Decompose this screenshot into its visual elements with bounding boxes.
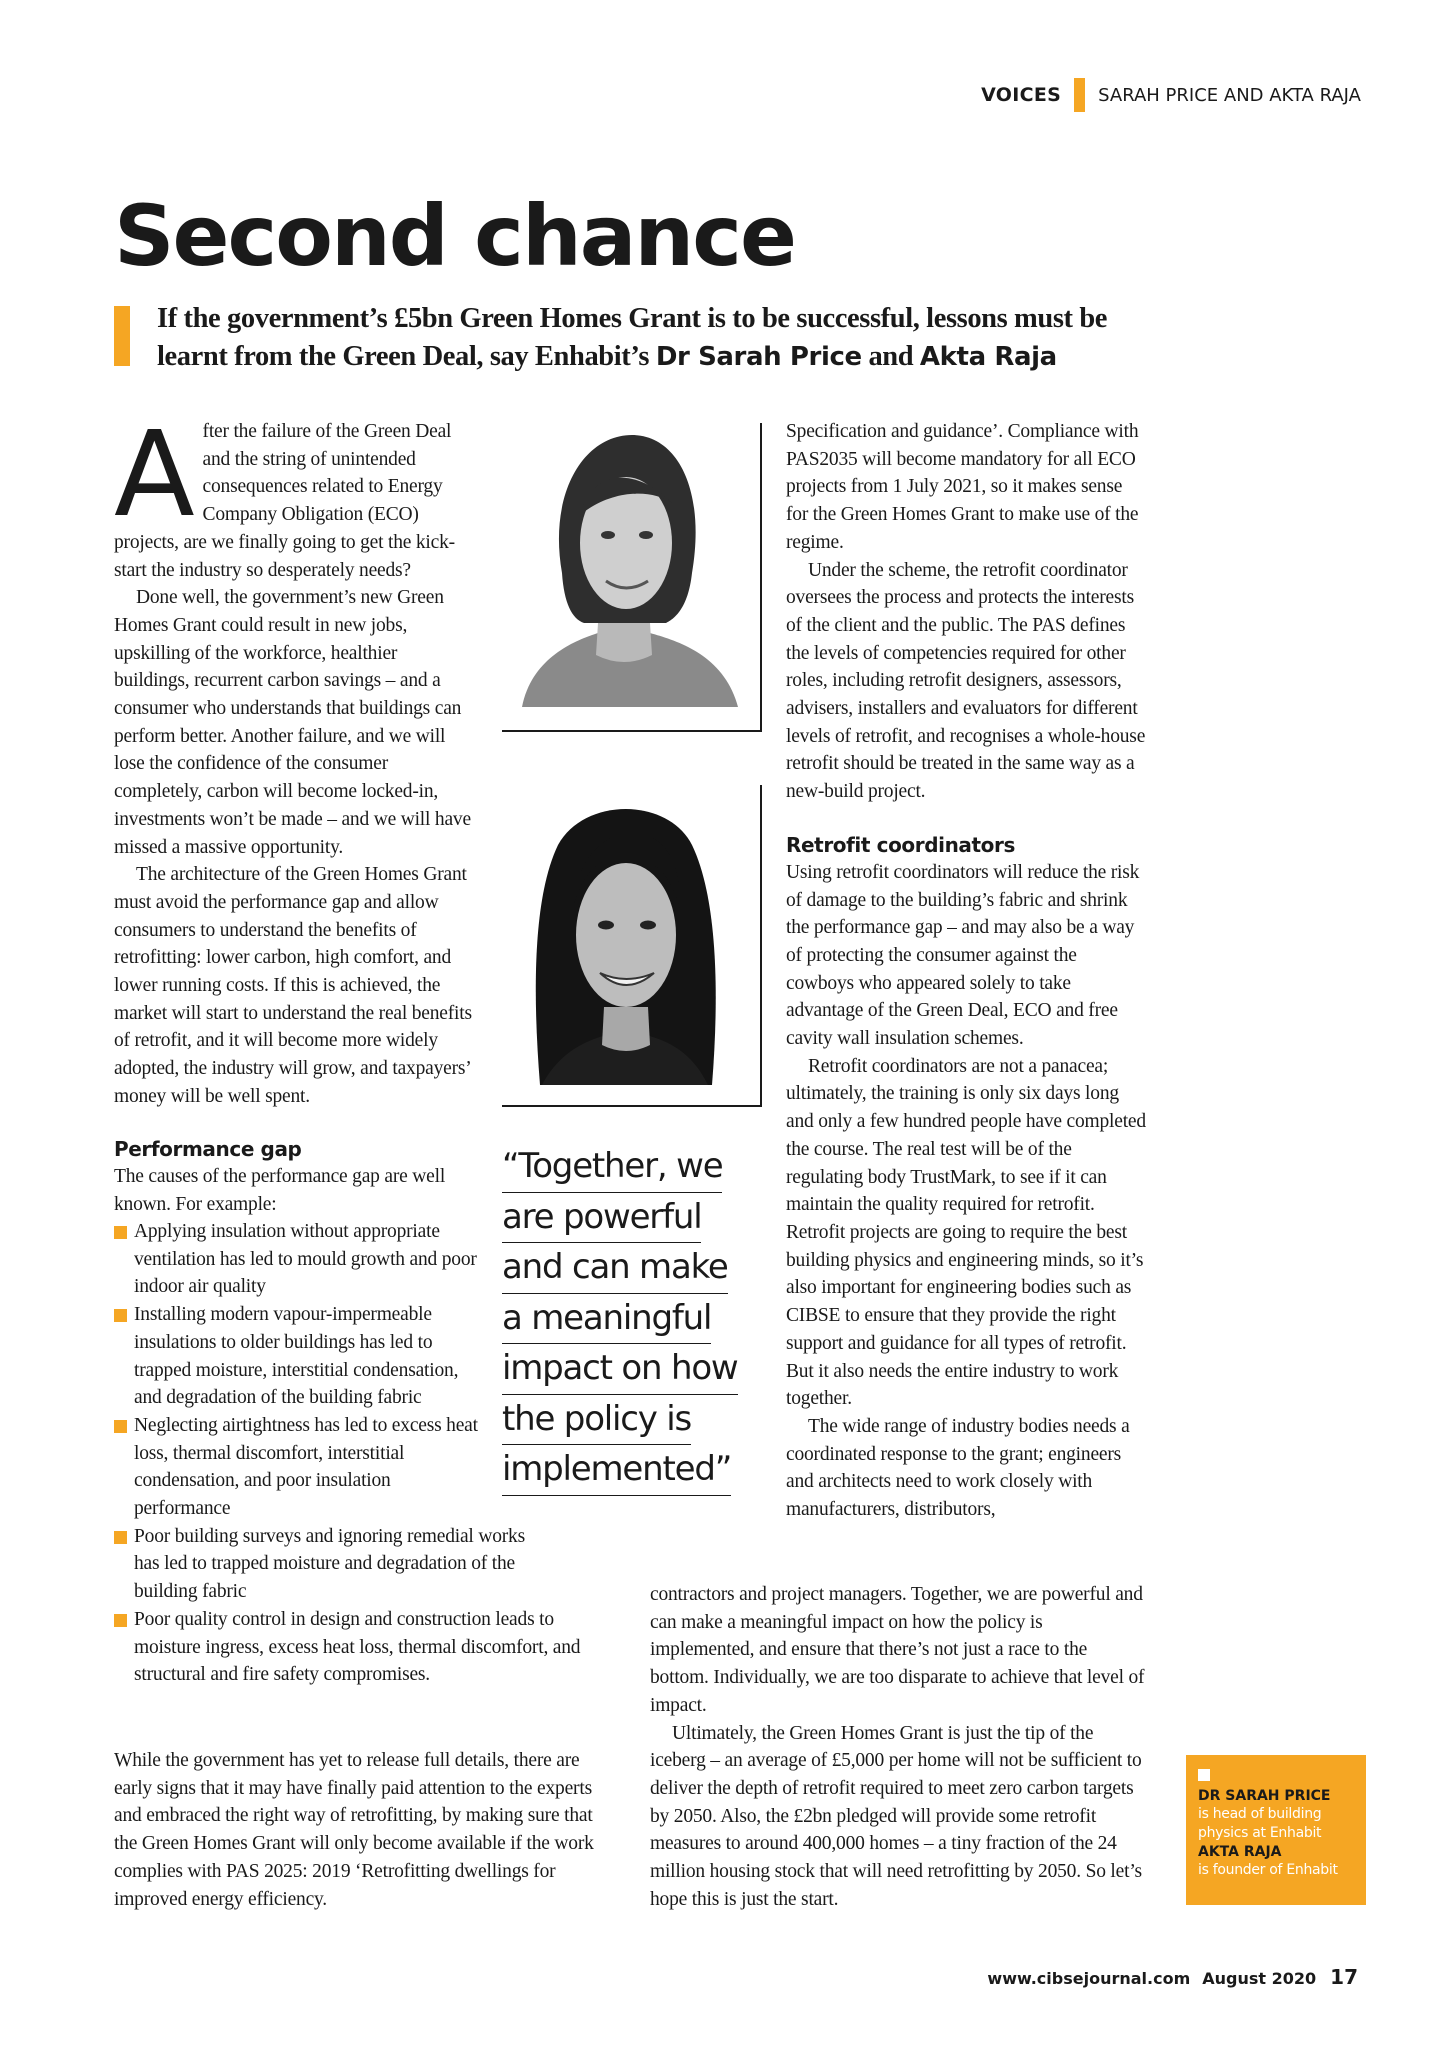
right-paragraph-2: Under the scheme, the retrofit coordinator oversees the process and protects the interests of the client and the public. The PAS defines the levels of competencies required for other roles, including retrofit designers, assessors, advisers, installers and evaluators for different levels of retrofit, and recognises a whole-house retrofit should be treated in the same way as a new-build project. — [786, 559, 1146, 803]
standfirst — [157, 300, 1177, 376]
bio-name-1: DR SARAH PRICE — [1198, 1788, 1331, 1804]
standfirst-bar — [114, 306, 130, 366]
right-paragraph-4: Retrofit coordinators are not a panacea; ultimately, the training is only six days long and only a few hundred people have completed the course. The real test will be of the regulating body TrustMark, to see if it can maintain the quality required for retrofit. Retrofit projects are going to require the best building physics and engineering minds, so it’s also important for engineering bodies such as CIBSE to ensure that they provide the right support and guidance for all types of retrofit. — [786, 1055, 1146, 1354]
footer-date: August 2020 — [1202, 1969, 1317, 1988]
standfirst-and: and — [861, 341, 920, 372]
page-title: Second chance — [114, 187, 795, 285]
paragraph-2: Done well, the government’s new Green Homes Grant could result in new jobs, upskilling of the workforce, healthier buildings, recurrent carbon savings – and a consumer who understands that buildings can perform better. Another failure, and we will lose the confidence of the consumer completely, carbon will become locked-in, investments won’t be made – and we will have missed a massive opportunity. — [114, 587, 471, 858]
pull-quote — [502, 1142, 764, 1496]
pull-quote-line: are powerful — [502, 1193, 701, 1244]
performance-gap-intro: The causes of the performance gap are well known. For example: — [114, 1166, 446, 1215]
bio-name-2: AKTA RAJA — [1198, 1844, 1282, 1860]
pull-quote-line: and can make — [502, 1243, 728, 1294]
section-heading-performance-gap: Performance gap — [114, 1137, 302, 1161]
pull-quote-line: the policy is — [502, 1395, 691, 1446]
right-paragraph-3: Using retrofit coordinators will reduce the risk of damage to the building’s fabric and shrink the performance gap – and may also be a way of protecting the consumer against the cowboys who appeared solely to take advantage of the Green Deal, ECO and free cavity wall insulation schemes. — [786, 861, 1140, 1050]
bio-role-1: is head of building physics at Enhabit — [1198, 1806, 1322, 1841]
footer — [987, 1965, 1358, 1989]
bullet-square-icon — [114, 1531, 127, 1544]
right-paragraph-6b: contractors and project managers. Together, we are powerful and can make a meaningful impact on how the policy is implemented, and ensure that there’s not just a race to the bottom. Individually, we are too disparate to achieve that level of impact. — [650, 1584, 1145, 1716]
right-paragraph-6a: The wide range of industry bodies needs a coordinated response to the grant; engineers and architects need to work closely with manufacturers, distributors, — [786, 1415, 1130, 1521]
paragraph-3: The architecture of the Green Homes Grant must avoid the performance gap and allow consumers to understand the benefits of retrofitting: lower carbon, high comfort, and lower running costs. If this is achieved, the market will start to understand the real benefits of retrofit, and it will become more widely adopted, the industry will grow, and taxpayers’ money will be well spent. — [114, 864, 472, 1107]
right-paragraph-7: Ultimately, the Green Homes Grant is just the tip of the iceberg – an average of £5,000 per home will not be sufficient to deliver the depth of retrofit required to meet zero carbon targets by 2050. Also, the £2bn pledged will provide some retrofit measures to around 400,000 homes – a tiny fraction of the 24 million housing stock that will need retrofitting by 2050. So let’s hope this is just the start. — [650, 1722, 1142, 1910]
pull-quote-line: “Together, we — [502, 1142, 722, 1193]
portrait-sarah-price — [502, 423, 746, 707]
bullet-item: Installing modern vapour-impermeable insulations to older buildings has led to trapped moisture, interstitial condensation, and degradation of the building fabric — [114, 1301, 479, 1412]
bullet-square-icon — [114, 1614, 127, 1627]
intro-paragraph: fter the failure of the Green Deal and the string of unintended consequences related to Energy Company Obligation (ECO) projects, are we finally going to get the kick-start the industry so desperately needs? — [114, 421, 455, 581]
bullet-item: Poor quality control in design and construction leads to moisture ingress, excess heat loss, thermal discomfort, and structural and fire safety compromises. — [114, 1606, 612, 1689]
portrait-akta-raja — [502, 785, 746, 1085]
section-label: VOICES — [981, 84, 1062, 106]
closing-paragraph: While the government has yet to release full details, there are early signs that it may have finally paid attention to the experts and embraced the right way of retrofitting, by making sure that the Green Homes Grant will only become available if the work complies with PAS 2025: 2019 ‘Retrofitting dwellings for improved energy efficiency. — [114, 1750, 594, 1910]
bullet-square-icon — [114, 1309, 127, 1322]
standfirst-text: If the government’s £5bn Green Homes Grant is to be successful, lessons must be learnt from the Green Deal, say Enhabit’s — [157, 303, 1108, 372]
bullet-item: Poor building surveys and ignoring remedial works has led to trapped moisture and degradation of the building fabric — [114, 1523, 554, 1606]
bio-square-icon — [1198, 1769, 1210, 1781]
bio-role-2: is founder of Enhabit — [1198, 1862, 1338, 1878]
running-header — [981, 78, 1361, 112]
right-column — [786, 418, 1146, 1524]
bullet-item: Neglecting airtightness has led to excess heat loss, thermal discomfort, interstitial condensation, and poor insulation performance — [114, 1412, 479, 1523]
right-column-bottom — [650, 1581, 1146, 1913]
left-column-top — [114, 405, 474, 1111]
bullet-item: Applying insulation without appropriate ventilation has led to mould growth and poor indoor air quality — [114, 1218, 479, 1301]
section-heading-retrofit-coordinators: Retrofit coordinators — [786, 832, 1015, 857]
right-paragraph-1: Specification and guidance’. Compliance with PAS2035 will become mandatory for all ECO projects from 1 July 2021, so it makes sense for the Green Homes Grant to make use of the regime. — [786, 421, 1139, 553]
pull-quote-line: implemented” — [502, 1445, 731, 1496]
drop-cap: A — [114, 405, 195, 543]
header-divider — [1074, 78, 1085, 112]
right-paragraph-5: But it also needs the entire industry to work together. — [786, 1360, 1119, 1410]
header-authors: SARAH PRICE AND AKTA RAJA — [1098, 84, 1361, 106]
pull-quote-line: a meaningful — [502, 1294, 711, 1345]
footer-url: www.cibsejournal.com — [987, 1969, 1191, 1988]
bullet-square-icon — [114, 1420, 127, 1433]
bullet-square-icon — [114, 1226, 127, 1239]
pull-quote-line: impact on how — [502, 1344, 738, 1395]
standfirst-author2: Akta Raja — [919, 342, 1057, 372]
performance-gap-section — [114, 1136, 479, 1218]
bio-box — [1186, 1755, 1366, 1905]
page-number: 17 — [1330, 1965, 1358, 1989]
standfirst-author1: Dr Sarah Price — [655, 342, 862, 372]
